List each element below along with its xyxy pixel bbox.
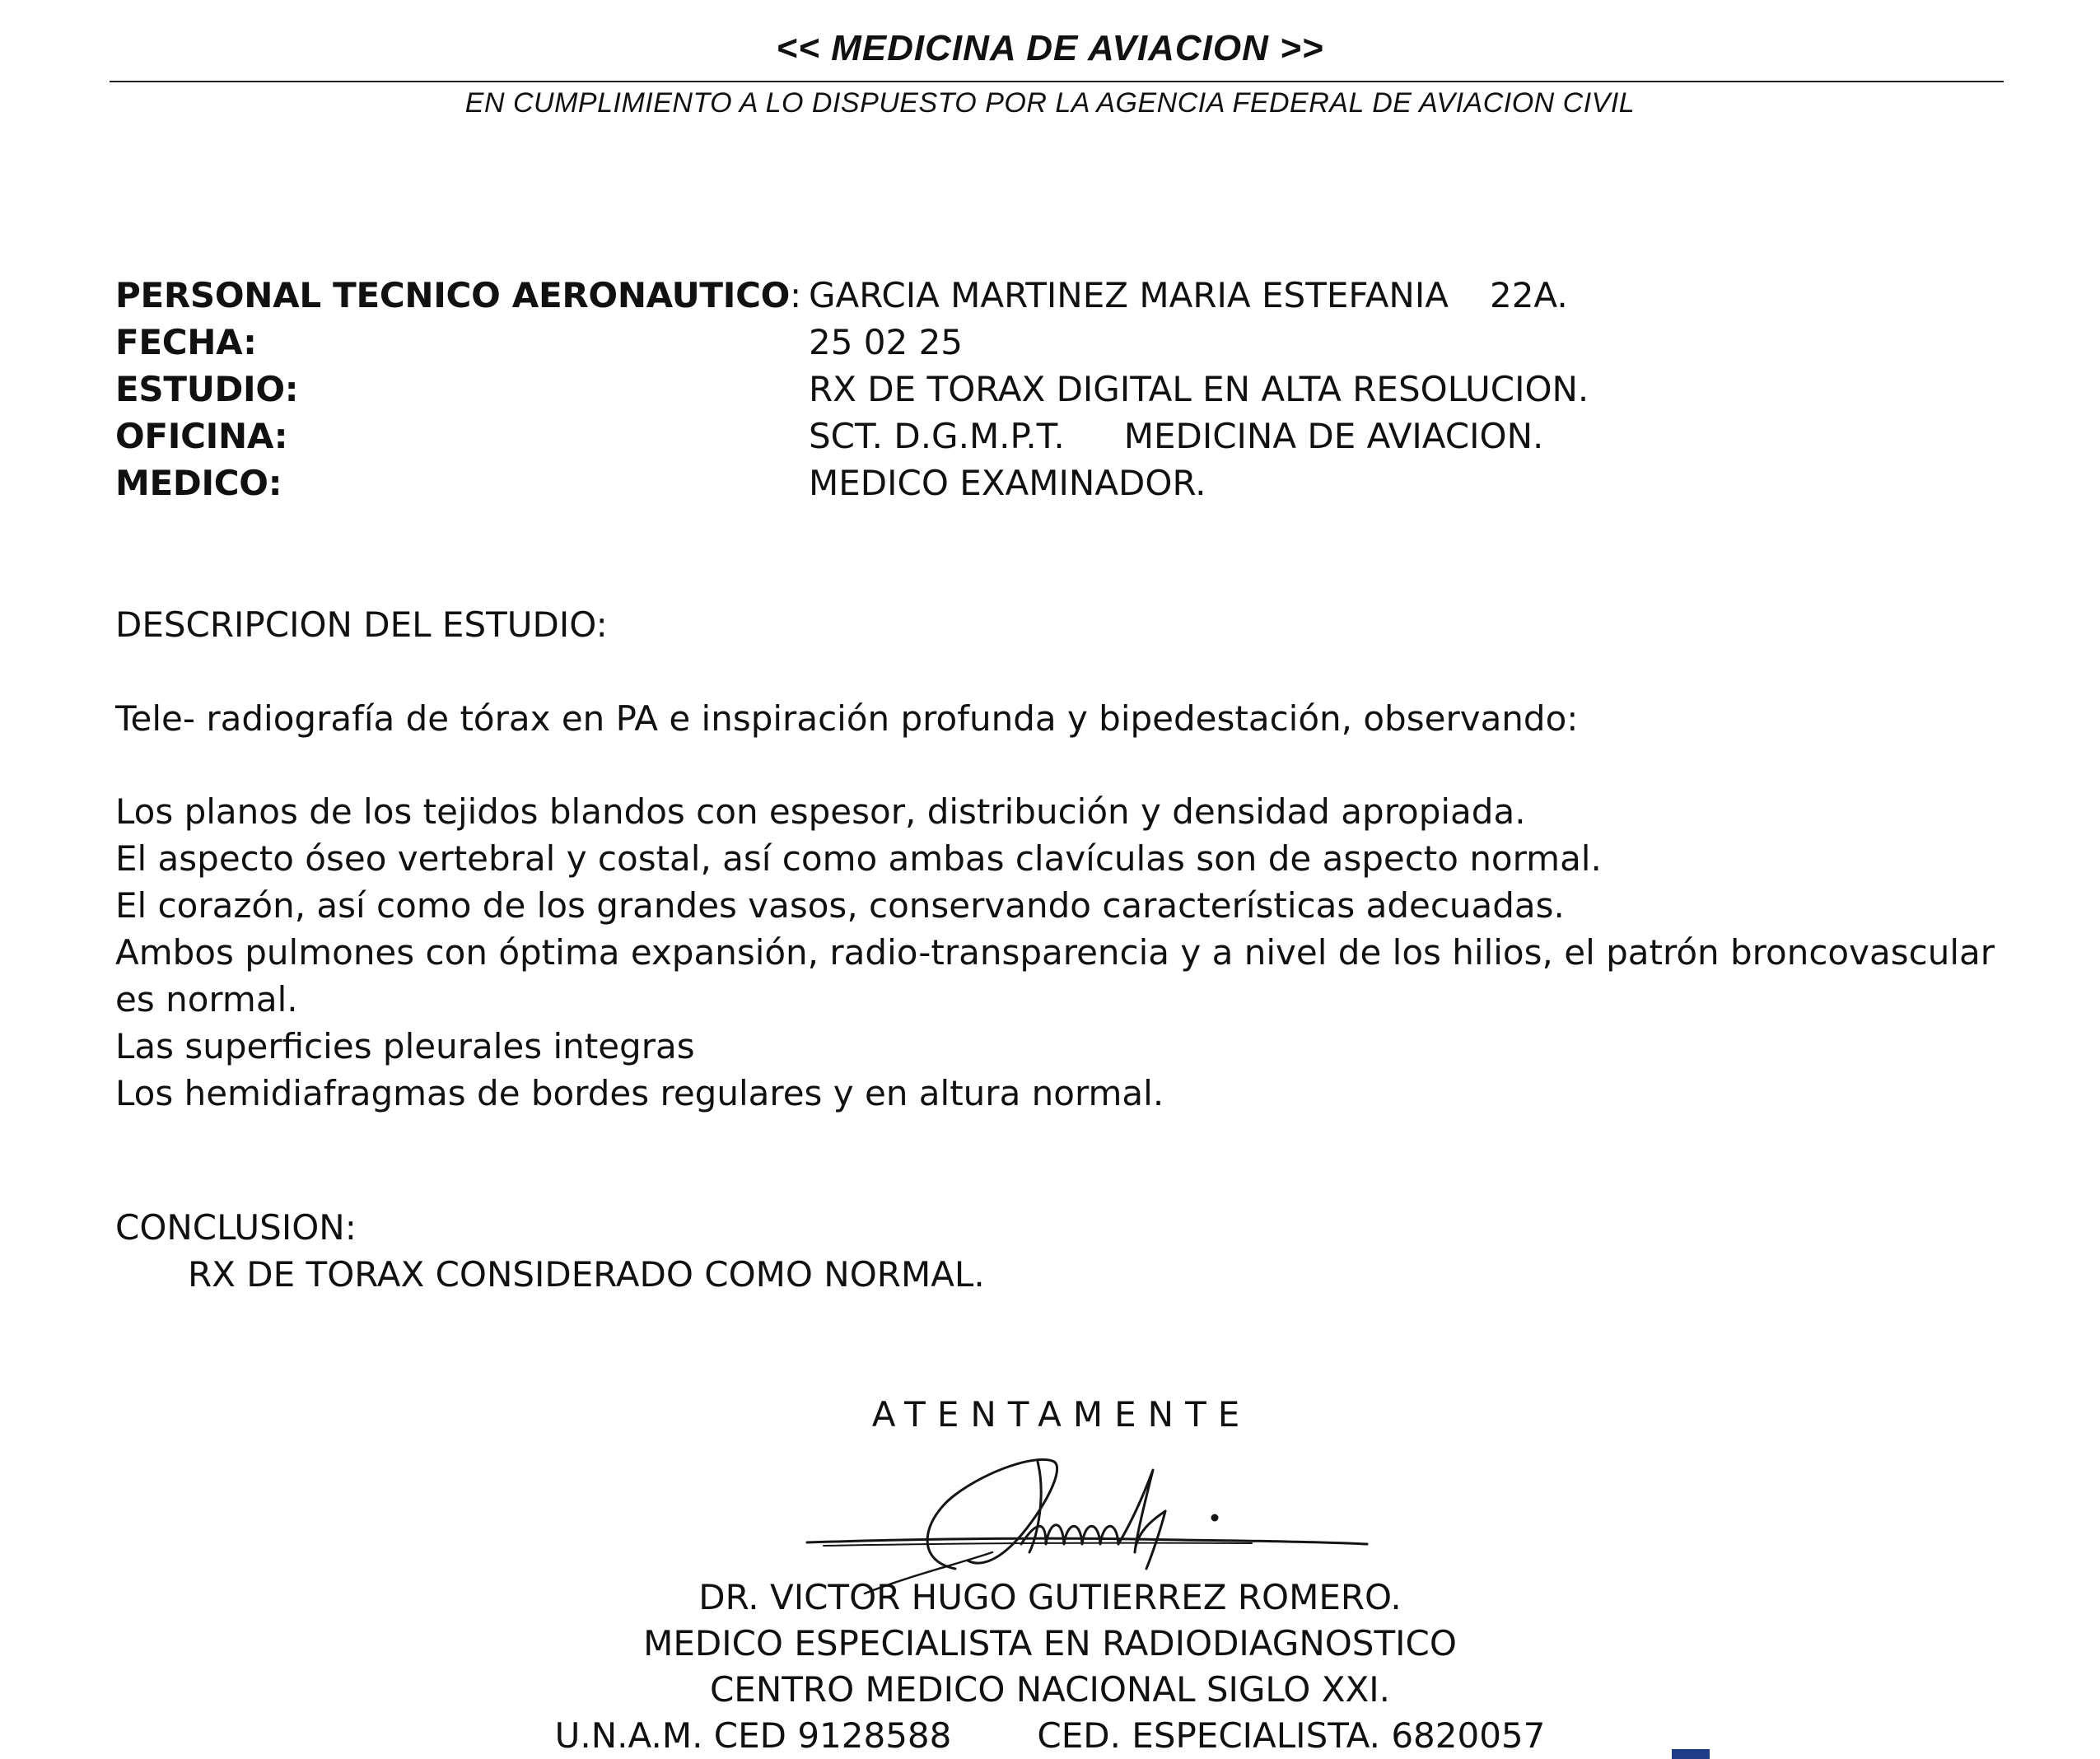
fecha-label: FECHA: (115, 322, 257, 362)
finding-item: El aspecto óseo vertebral y costal, así como ambas clavículas son de aspecto normal. (115, 838, 1602, 879)
info-row-medico (115, 460, 2009, 506)
personal-code: 22A. (1489, 275, 1568, 315)
estudio-value: RX DE TORAX DIGITAL EN ALTA RESOLUCION. (809, 369, 1589, 409)
conclusion-text: RX DE TORAX CONSIDERADO COMO NORMAL. (188, 1254, 985, 1295)
finding-item: Ambos pulmones con óptima expansión, radio-transparencia y a nivel de los hilios, el patrón broncovascular es normal. (115, 932, 1995, 1019)
finding-item: Las superficies pleurales integras (115, 1026, 695, 1066)
personal-name: GARCIA MARTINEZ MARIA ESTEFANIA (809, 275, 1449, 315)
oficina-label: OFICINA: (115, 416, 288, 456)
study-info-block (115, 272, 2009, 506)
info-row-fecha (115, 319, 2009, 366)
specialist-license: CED. ESPECIALISTA. 6820057 (1037, 1715, 1546, 1756)
medico-value: MEDICO EXAMINADOR. (809, 463, 1206, 503)
description-heading: DESCRIPCION DEL ESTUDIO: (115, 604, 608, 645)
conclusion-heading: CONCLUSION: (115, 1207, 357, 1248)
doctor-name: DR. VICTOR HUGO GUTIERREZ ROMERO. (698, 1577, 1402, 1617)
oficina-code: SCT. D.G.M.P.T. (809, 416, 1065, 456)
report-title: << MEDICINA DE AVIACION >> (776, 28, 1324, 68)
report-subtitle: EN CUMPLIMIENTO A LO DISPUESTO POR LA AGENCIA FEDERAL DE AVIACION CIVIL (464, 87, 1636, 119)
description-intro: Tele- radiografía de tórax en PA e inspiración profunda y bipedestación, observando: (115, 698, 1579, 739)
findings-list (115, 788, 1995, 1117)
personal-label: PERSONAL TECNICO AERONAUTICO: (115, 275, 801, 315)
finding-item: El corazón, así como de los grandes vasos, conservando características adecuadas. (115, 885, 1565, 926)
info-row-oficina (115, 413, 2009, 460)
finding-item: Los hemidiafragmas de bordes regulares y en altura normal. (115, 1073, 1164, 1113)
oficina-department: MEDICINA DE AVIACION. (1123, 416, 1544, 456)
finding-item: Los planos de los tejidos blandos con espesor, distribución y densidad apropiada. (115, 791, 1526, 832)
fecha-value: 25 02 25 (809, 322, 964, 362)
medico-label: MEDICO: (115, 463, 282, 503)
info-row-estudio (115, 366, 2009, 413)
doctor-specialty: MEDICO ESPECIALISTA EN RADIODIAGNOSTICO (643, 1623, 1457, 1663)
unam-license: U.N.A.M. CED 9128588 (554, 1715, 952, 1756)
page-corner-mark (1672, 1749, 1710, 1759)
info-row-personal (115, 272, 2009, 319)
doctor-medical-center: CENTRO MEDICO NACIONAL SIGLO XXI. (709, 1669, 1391, 1710)
oficina-value (809, 413, 1543, 460)
header-divider (110, 81, 2004, 82)
estudio-label: ESTUDIO: (115, 369, 299, 409)
doctor-credentials (0, 1713, 2100, 1759)
closing-text: ATENTAMENTE (871, 1394, 1252, 1435)
personal-value (809, 272, 1568, 319)
